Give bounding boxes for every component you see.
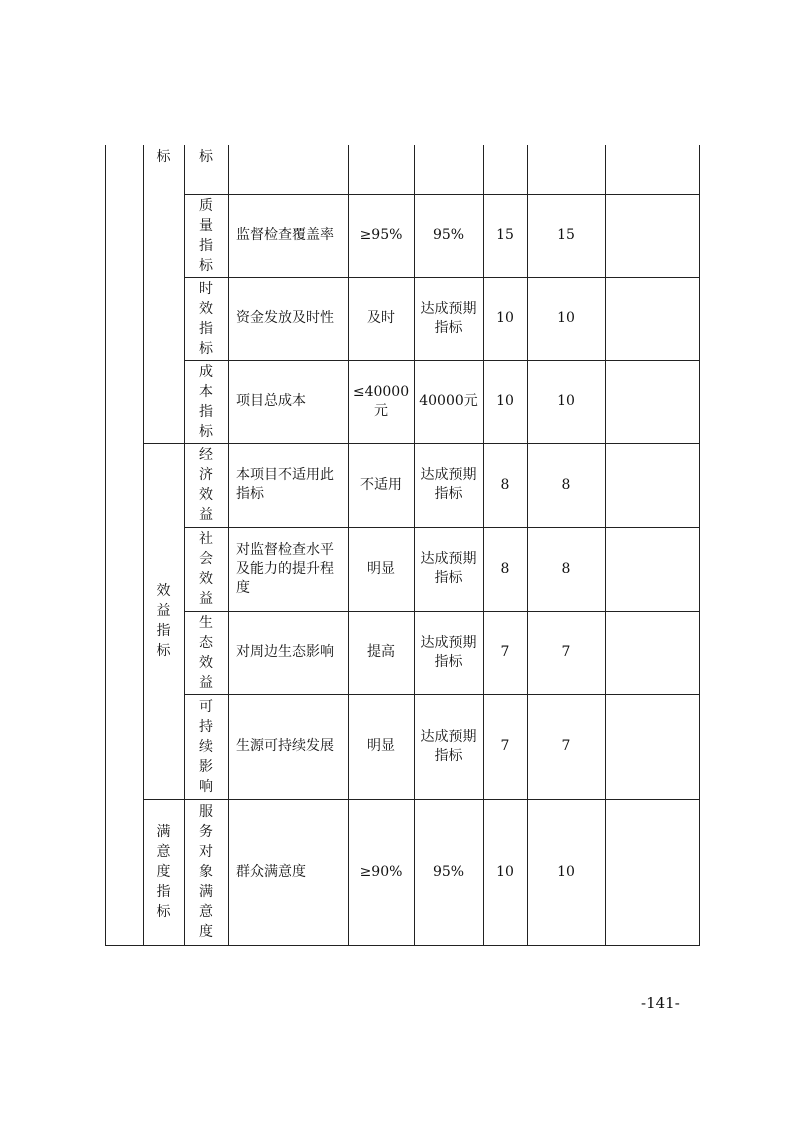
group-label-fragment: 标 [156, 148, 171, 165]
target-value: ≥90% [359, 863, 403, 880]
subcategory-label [184, 694, 228, 799]
group-label-benefit [143, 443, 184, 799]
actual-value: 达成预期指标 [420, 728, 477, 764]
indicator-name: 对周边生态影响 [236, 644, 334, 660]
actual-value: 40000元 [419, 393, 478, 409]
subcategory-label [184, 360, 228, 443]
note-value [605, 694, 699, 799]
vertical-char: 可 [198, 698, 213, 715]
actual-value: 95% [432, 863, 465, 880]
table-bottom-rule [105, 945, 700, 946]
indicator-name: 监督检查覆盖率 [236, 227, 334, 243]
vertical-char: 影 [198, 758, 213, 775]
subcategory-label [184, 611, 228, 694]
vertical-char: 效 [198, 300, 213, 317]
weight-value: 8 [500, 560, 510, 577]
vertical-char: 度 [198, 924, 213, 940]
score-value: 7 [561, 738, 571, 754]
vertical-char: 态 [198, 634, 213, 651]
column-rule [105, 145, 106, 946]
vertical-char: 本 [198, 383, 213, 400]
note-value [605, 360, 699, 443]
vertical-char: 效 [198, 654, 213, 671]
indicator-name: 群众满意度 [236, 863, 306, 880]
actual-value: 达成预期指标 [420, 634, 477, 670]
vertical-char: 指 [156, 623, 171, 639]
vertical-char: 益 [198, 674, 213, 691]
vertical-char: 效 [156, 583, 171, 599]
vertical-char: 济 [198, 467, 213, 483]
note-value [605, 194, 699, 277]
vertical-char: 益 [198, 591, 213, 607]
weight-value: 8 [500, 476, 510, 493]
vertical-char: 指 [156, 884, 171, 900]
vertical-char: 指 [198, 403, 213, 420]
note-value [605, 277, 699, 360]
vertical-char: 标 [156, 904, 171, 920]
target-value: ≤40000元 [352, 383, 410, 419]
target-value: 提高 [367, 644, 395, 660]
vertical-char: 生 [198, 614, 213, 631]
vertical-char: 满 [198, 884, 213, 900]
indicator-name: 生源可持续发展 [236, 738, 334, 754]
vertical-char: 意 [156, 844, 171, 860]
target-value: 明显 [367, 738, 395, 754]
weight-value: 7 [500, 738, 510, 754]
score-value: 15 [557, 227, 575, 243]
vertical-char: 服 [198, 804, 213, 820]
vertical-char: 标 [198, 340, 213, 357]
score-value: 8 [561, 560, 571, 577]
vertical-char: 社 [198, 531, 213, 547]
vertical-char: 经 [198, 447, 213, 463]
vertical-char: 效 [198, 571, 213, 587]
indicator-name: 项目总成本 [236, 393, 306, 409]
vertical-char: 标 [198, 423, 213, 440]
vertical-char: 持 [198, 718, 213, 735]
subcategory-label [184, 277, 228, 360]
score-value: 10 [557, 310, 575, 326]
vertical-char: 响 [198, 778, 213, 795]
note-value [605, 611, 699, 694]
weight-value: 10 [496, 863, 514, 880]
target-value: 不适用 [360, 476, 402, 493]
vertical-char: 标 [156, 643, 171, 659]
vertical-char: 成 [198, 363, 213, 380]
vertical-char: 务 [198, 824, 213, 840]
vertical-char: 指 [198, 237, 213, 254]
vertical-char: 指 [198, 320, 213, 337]
subcategory-label [184, 194, 228, 277]
subcategory-label [184, 527, 228, 611]
vertical-char: 量 [198, 217, 213, 234]
weight-value: 15 [496, 227, 514, 243]
column-rule [699, 145, 700, 946]
vertical-char: 会 [198, 551, 213, 567]
actual-value: 达成预期指标 [420, 467, 477, 502]
page-number: -141- [641, 994, 680, 1012]
vertical-char: 意 [198, 904, 213, 920]
weight-value: 7 [500, 644, 510, 660]
note-value [605, 527, 699, 611]
vertical-char: 益 [156, 603, 171, 619]
note-value [605, 443, 699, 527]
group-label-satisfaction [143, 799, 184, 945]
subcategory-label [184, 443, 228, 527]
indicator-name: 本项目不适用此指标 [236, 467, 334, 502]
vertical-char: 标 [198, 257, 213, 274]
vertical-char: 益 [198, 507, 213, 523]
score-value: 10 [557, 393, 575, 409]
weight-value: 10 [496, 393, 514, 409]
vertical-char: 续 [198, 738, 213, 755]
indicator-name: 资金发放及时性 [236, 310, 334, 326]
subcategory-label [184, 799, 228, 945]
actual-value: 达成预期指标 [420, 551, 477, 586]
target-value: 及时 [367, 310, 395, 326]
vertical-char: 满 [156, 824, 171, 840]
target-value: 明显 [367, 560, 395, 577]
actual-value: 达成预期指标 [420, 300, 477, 336]
actual-value: 95% [432, 227, 465, 243]
vertical-char: 时 [198, 280, 213, 297]
vertical-char: 对 [198, 844, 213, 860]
note-value [605, 799, 699, 945]
indicator-name: 对监督检查水平及能力的提升程度 [236, 541, 334, 596]
subcategory-fragment: 标 [199, 148, 213, 165]
score-value: 8 [561, 476, 571, 493]
vertical-char: 质 [198, 197, 213, 214]
vertical-char: 象 [198, 864, 213, 880]
vertical-char: 度 [156, 864, 171, 880]
target-value: ≥95% [359, 227, 403, 243]
weight-value: 10 [496, 310, 514, 326]
vertical-char: 效 [198, 487, 213, 503]
score-value: 10 [557, 863, 575, 880]
score-value: 7 [561, 644, 571, 660]
